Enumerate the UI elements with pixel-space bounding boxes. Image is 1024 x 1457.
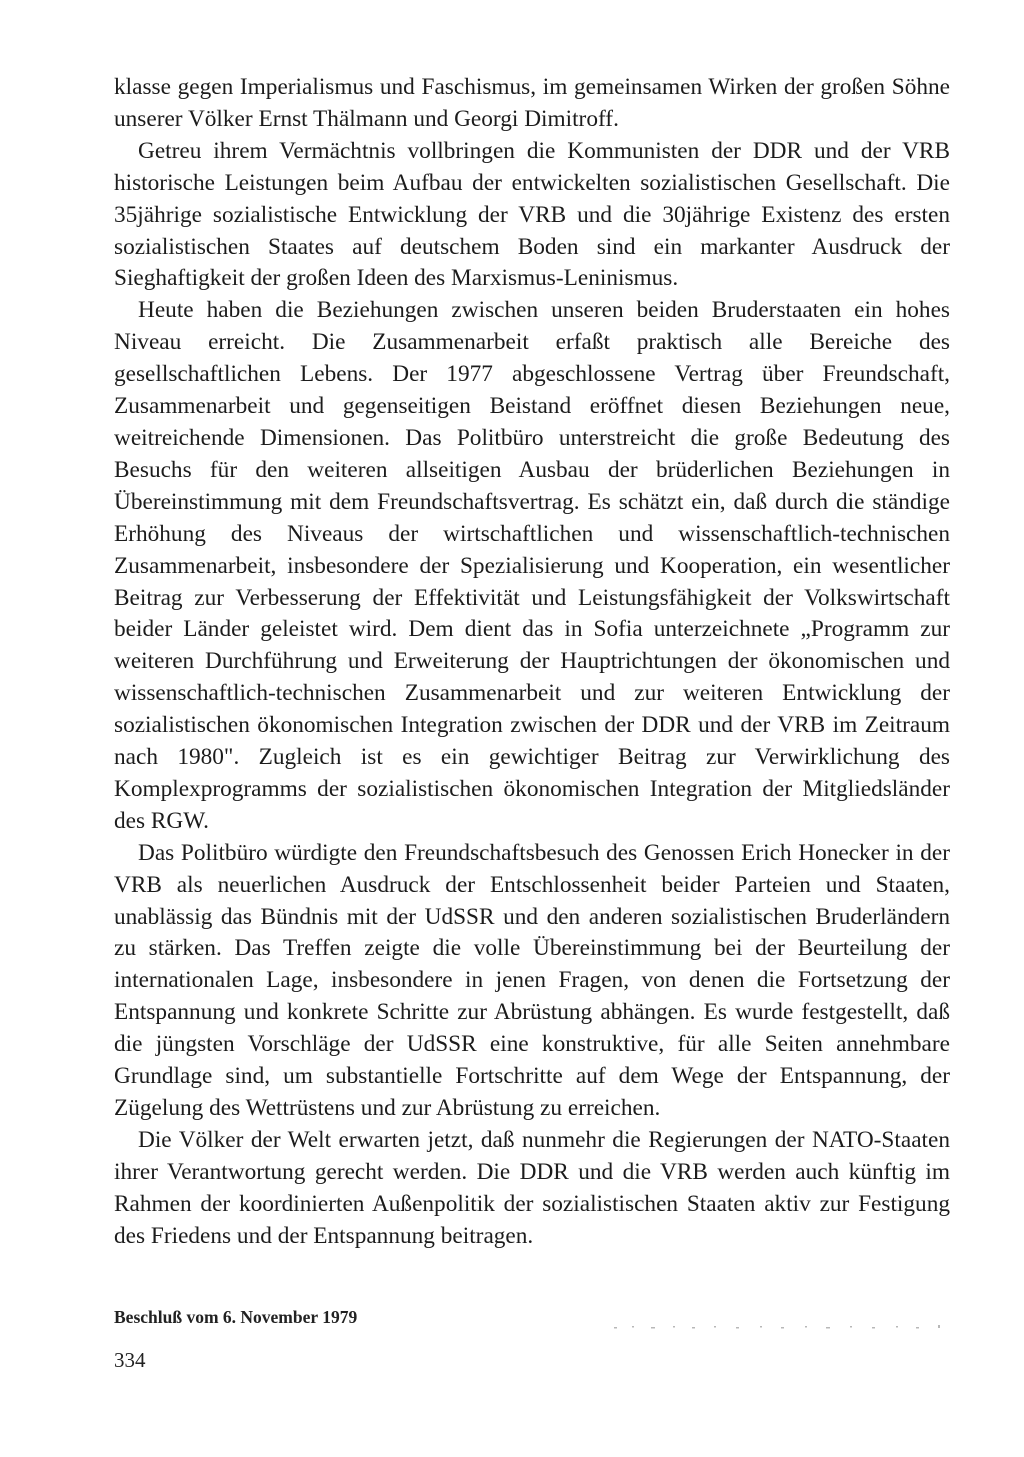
paragraph-5: Die Völker der Welt erwarten jetzt, daß nunmehr die Regierungen der NATO-Staaten ihrer Verantwortung gerecht werden. Die DDR und die VRB werden auch künftig im Rahmen der koordinierten Außenpolitik der sozialistischen Staaten aktiv zur Festigung des Friedens und der Entspannung beitragen.	[114, 1126, 950, 1249]
paragraph-4: Das Politbüro würdigte den Freundschaftsbesuch des Genossen Erich Honecker in der VRB als neuerlichen Ausdruck der Entschlossenheit beider Parteien und Staaten, unablässig das Bündnis mit der UdSSR und den anderen sozialistischen Bruderländern zu stärken. Das Treffen zeigte die volle Übereinstimmung bei der Beurteilung der internationalen Lage, insbesondere in jenen Fragen, von denen die Fortsetzung der Entspannung und konkrete Schritte zur Abrüstung abhängen. Es wurde festgestellt, daß die jüngsten Vorschläge der UdSSR eine konstruktive, für alle Seiten annehmbare Grundlage sind, um substantielle Fortschritte auf dem Wege der Entspannung, der Zügelung des Wettrüstens und zur Abrüstung zu erreichen.	[114, 839, 950, 1121]
paragraph-1: klasse gegen Imperialismus und Faschismus, im gemeinsamen Wirken der großen Söhne unserer Völker Ernst Thälmann und Georgi Dimitroff.	[114, 74, 950, 132]
paragraph-3: Heute haben die Beziehungen zwischen unseren beiden Bruderstaaten ein hohes Niveau erreicht. Die Zusammenarbeit erfaßt praktisch alle Bereiche des gesellschaftlichen Lebens. Der 1977 abgeschlossene Vertrag über Freundschaft, Zusammenarbeit und gegenseitigen Beistand eröffnet diesen Beziehungen neue, weitreichende Dimensionen. Das Politbüro unterstreicht die große Bedeutung des Besuchs für den weiteren allseitigen Ausbau der brüderlichen Beziehungen in Übereinstimmung mit dem Freundschaftsvertrag. Es schätzt ein, daß durch die ständige Erhöhung des Niveaus der wirtschaftlichen und wissenschaftlich-technischen Zusammenarbeit, insbesondere der Spezialisierung und Kooperation, ein wesentlicher Beitrag zur Verbesserung der Effektivität und Leistungsfähigkeit der Volkswirtschaft beider Länder geleistet wird. Dem dient das in Sofia unterzeichnete „Programm zur weiteren Durchführung und Erweiterung der Hauptrichtungen der ökonomischen und wissenschaftlich-technischen Zusammenarbeit und zur weiteren Entwicklung der sozialistischen ökonomischen Integration zwischen der DDR und der VRB im Zeitraum nach 1980". Zugleich ist es ein gewichtiger Beitrag zur Verwirklichung des Komplexprogramms der sozialistischen ökonomischen Integration der Mitgliedsländer des RGW.	[114, 297, 950, 834]
source-note: Beschluß vom 6. November 1979	[114, 1307, 358, 1327]
scan-artifact-dots	[610, 1322, 950, 1332]
page-number: 334	[114, 1348, 146, 1372]
paragraph-2: Getreu ihrem Vermächtnis vollbringen die Kommunisten der DDR und der VRB historische Leistungen beim Aufbau der entwickelten sozialistischen Gesellschaft. Die 35jährige sozialistische Entwicklung der VRB und die 30jährige Existenz des ersten sozialistischen Staates auf deutschem Boden sind ein markanter Ausdruck der Sieghaftigkeit der großen Ideen des Marxismus-Leninismus.	[114, 137, 950, 292]
document-body	[114, 72, 950, 1253]
